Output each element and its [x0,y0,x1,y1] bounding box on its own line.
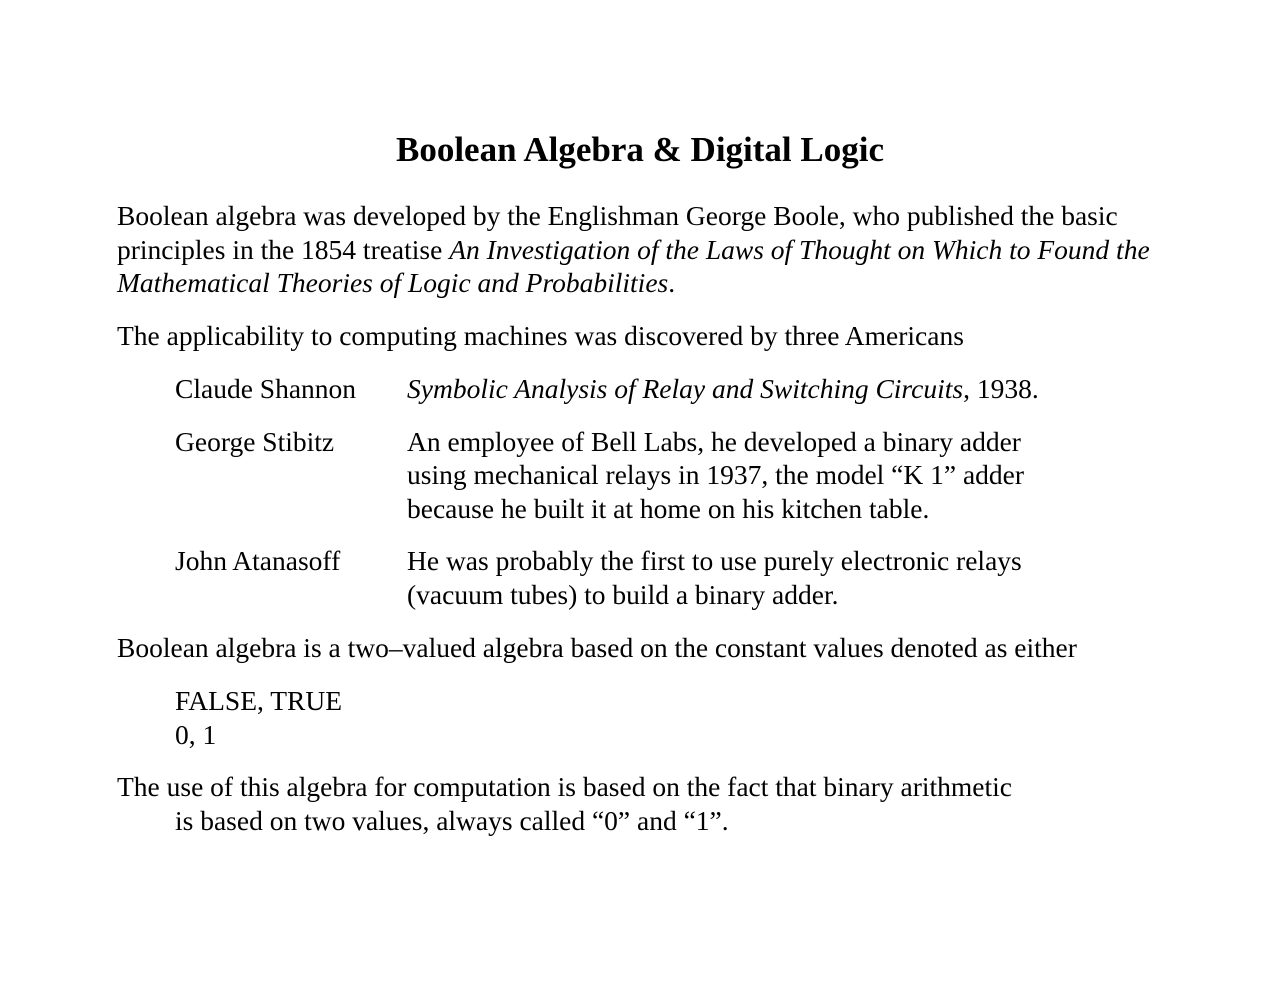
constant-values [175,684,342,751]
work-year: , 1938. [963,373,1039,404]
two-valued-paragraph: Boolean algebra is a two–valued algebra based on the constant values denoted as either [117,632,1077,663]
conclusion-paragraph [117,770,1177,837]
person-entry [175,544,1155,611]
person-name: George Stibitz [175,425,335,457]
person-entry [175,372,1155,406]
inventors-list [175,372,1155,630]
applicability-paragraph: The applicability to computing machines was discovered by three Americans [117,320,964,351]
intro-text: Boolean algebra was developed by the Englishman George Boole, who published the basic principles in the 1854 treatise [117,200,1118,265]
person-description: An employee of Bell Labs, he developed a binary adder using mechanical relays in 1937, the model “K 1” adder because he built it at home on his kitchen table. [407,425,1025,524]
book-title: An Investigation of the Laws of Thought on Which to Found the Mathematical Theories of Logic and Probabilities [117,233,1150,298]
value-pair-boolean: FALSE, TRUE [175,685,343,716]
intro-paragraph [117,199,1177,300]
person-name: John Atanasoff [175,545,341,576]
conclusion-line-2: is based on two values, always called “0” and “1”. [175,804,729,836]
value-pair-binary: 0, 1 [175,718,217,750]
person-description: He was probably the first to use purely electronic relays (vacuum tubes) to build a binary adder. [407,545,1022,610]
person-name: Claude Shannon [175,373,357,404]
person-description [407,372,1067,406]
work-title: Symbolic Analysis of Relay and Switching Circuits [407,373,964,404]
page-title: Boolean Algebra & Digital Logic [395,130,885,169]
person-entry [175,425,1155,526]
conclusion-line-1: The use of this algebra for computation is based on the fact that binary arithmetic [117,771,1012,802]
intro-period: . [668,267,676,298]
